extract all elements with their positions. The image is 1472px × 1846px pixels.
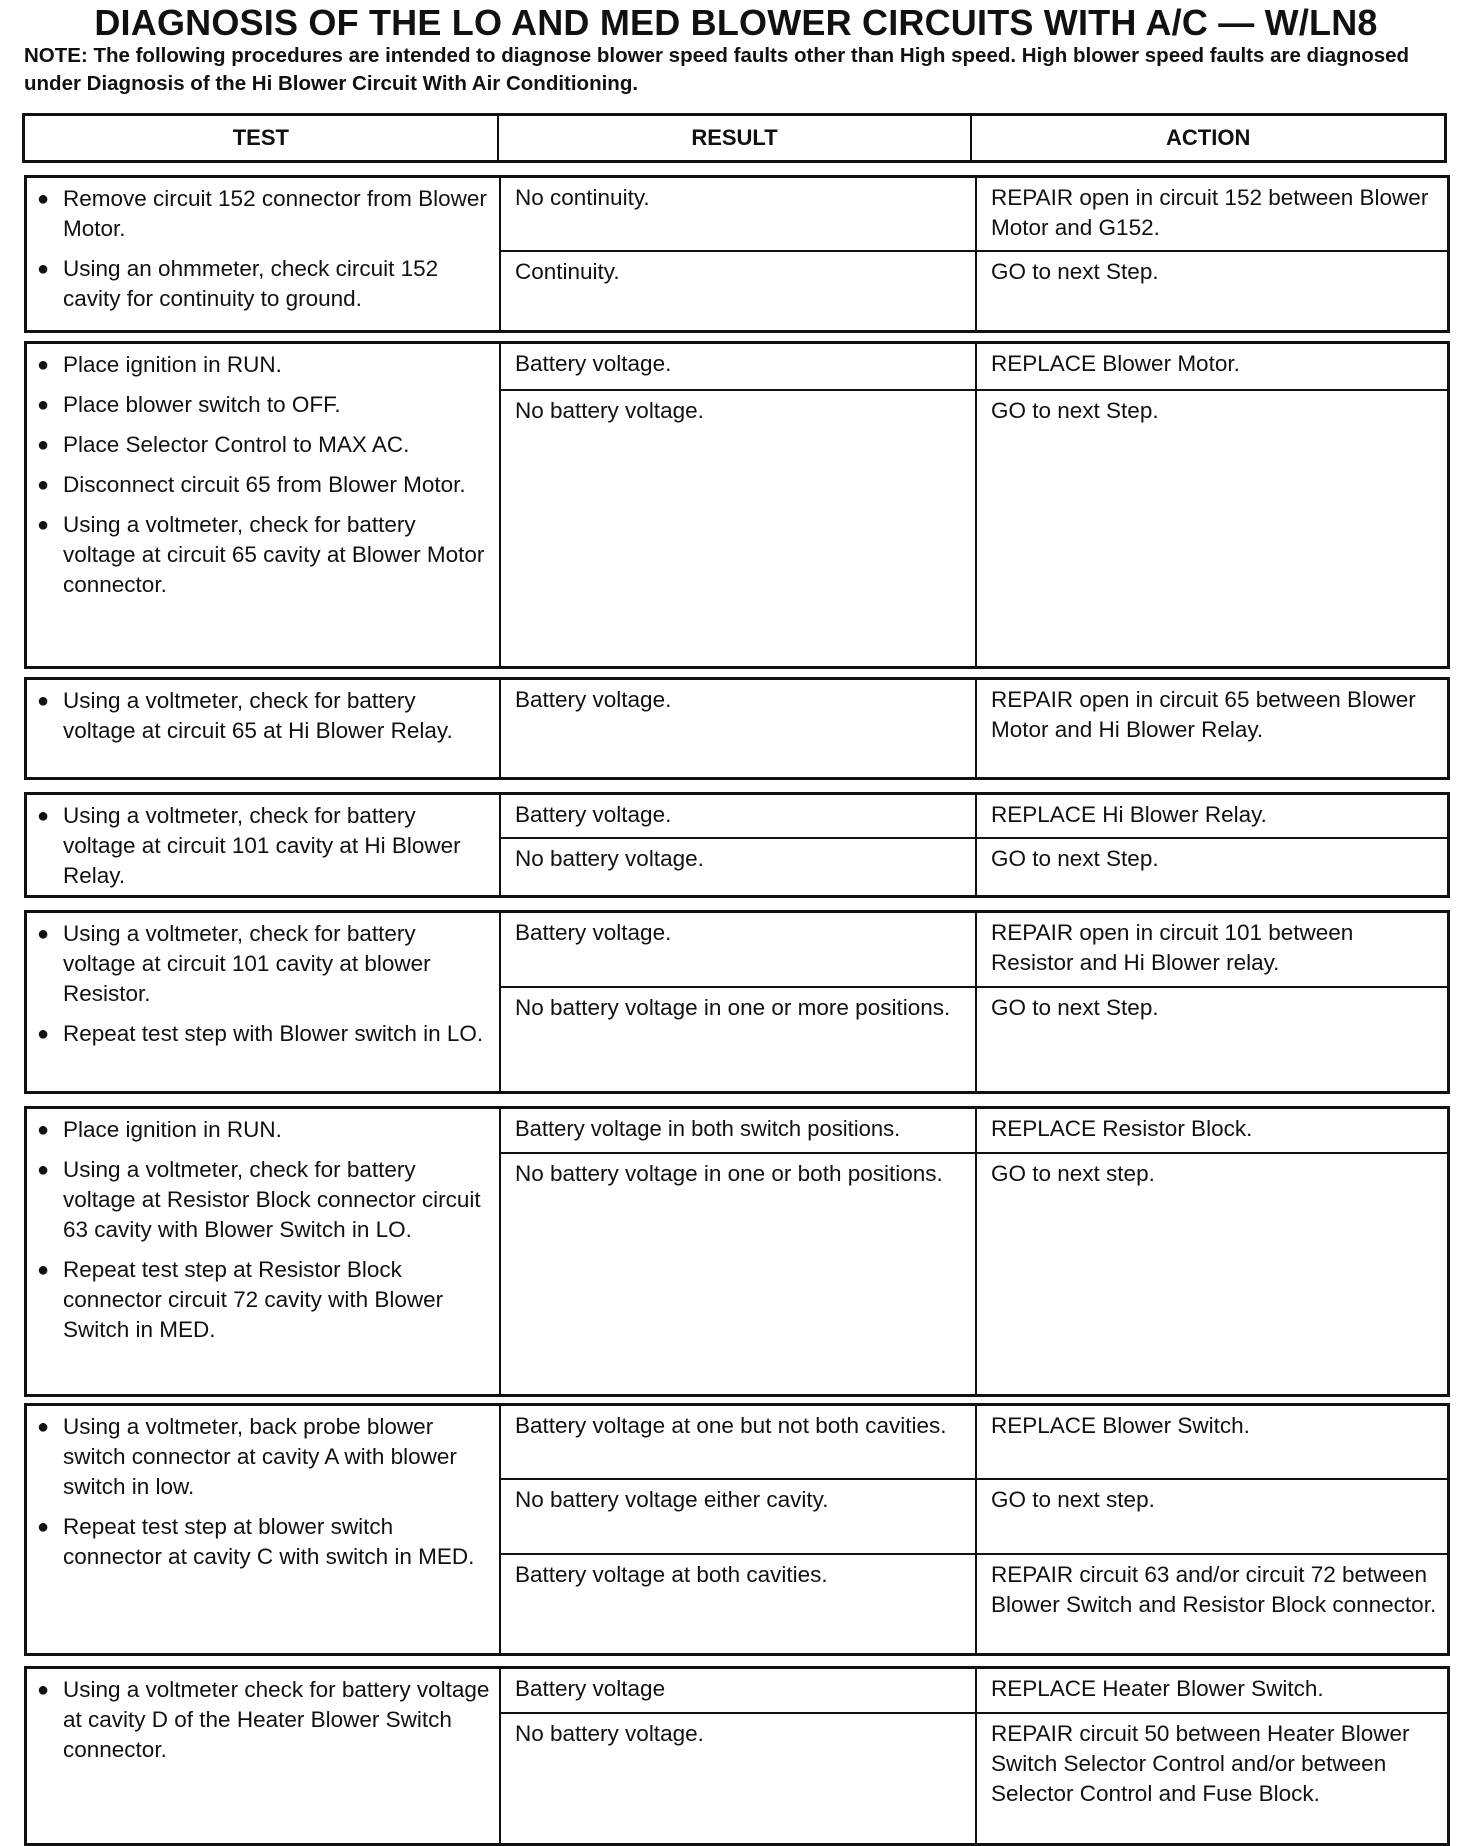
bullet-icon: ● [37, 923, 50, 945]
result-row [501, 344, 1447, 389]
bullet-icon: ● [37, 434, 50, 456]
result-action-column [499, 178, 1447, 330]
bullet-icon: ● [37, 690, 50, 712]
result-cell: Battery voltage in both switch positions. [501, 1109, 977, 1152]
test-item: ● Using a voltmeter, back probe blower switch connector at cavity A with blower switch in low. [37, 1412, 491, 1502]
result-row [501, 986, 1447, 1091]
result-row [501, 1669, 1447, 1712]
test-cell [27, 1109, 499, 1394]
test-cell [27, 680, 499, 777]
result-cell: No continuity. [501, 178, 977, 250]
action-cell: REPLACE Blower Motor. [991, 351, 1240, 376]
result-row [501, 1152, 1447, 1394]
action-cell: REPAIR open in circuit 101 between Resistor and Hi Blower relay. [991, 920, 1354, 975]
action-cell: GO to next Step. [991, 259, 1159, 284]
test-cell [27, 1406, 499, 1653]
result-action-column [499, 795, 1447, 895]
action-cell: REPLACE Blower Switch. [991, 1413, 1250, 1438]
action-cell: GO to next Step. [991, 846, 1159, 871]
step-block [24, 792, 1450, 898]
test-item: ● Place ignition in RUN. [37, 1115, 491, 1145]
test-item: ● Remove circuit 152 connector from Blower Motor. [37, 184, 491, 244]
action-cell: REPAIR circuit 63 and/or circuit 72 between Blower Switch and Resistor Block connector. [991, 1562, 1437, 1617]
result-row [501, 837, 1447, 895]
result-action-column [499, 1669, 1447, 1843]
test-item: ● Using a voltmeter, check for battery voltage at circuit 101 cavity at blower Resistor. [37, 919, 491, 1009]
test-item: ● Place blower switch to OFF. [37, 390, 491, 420]
page-title: DIAGNOSIS OF THE LO AND MED BLOWER CIRCUITS WITH A/C — W/LN8 [94, 2, 1378, 43]
test-item: ● Using a voltmeter check for battery voltage at cavity D of the Heater Blower Switch connector. [37, 1675, 491, 1765]
test-item: ● Using a voltmeter, check for battery voltage at Resistor Block connector circuit 63 cavity with Blower Switch in LO. [37, 1155, 491, 1245]
action-cell: GO to next Step. [991, 995, 1159, 1020]
test-cell [27, 178, 499, 330]
header-result: RESULT [497, 116, 971, 160]
test-item: ● Using a voltmeter, check for battery voltage at circuit 65 cavity at Blower Motor connector. [37, 510, 491, 600]
action-cell: REPLACE Resistor Block. [991, 1116, 1253, 1141]
bullet-icon: ● [37, 805, 50, 827]
result-cell: Battery voltage. [501, 344, 977, 389]
header-test: TEST [232, 125, 289, 150]
note-text: NOTE: The following procedures are intended to diagnose blower speed faults other than High speed. High blower speed faults are diagnosed under Diagnosis of the Hi Blower Circuit With Air Conditioning. [24, 44, 1410, 95]
result-cell: Battery voltage. [501, 795, 977, 837]
result-cell: No battery voltage. [501, 839, 977, 895]
bullet-icon: ● [37, 514, 50, 536]
bullet-icon: ● [37, 1516, 50, 1538]
step-block [24, 1106, 1450, 1397]
action-cell: GO to next Step. [991, 398, 1159, 423]
result-cell: No battery voltage either cavity. [501, 1480, 977, 1553]
bullet-icon: ● [37, 1259, 50, 1281]
result-row [501, 913, 1447, 986]
result-action-column [499, 913, 1447, 1091]
bullet-icon: ● [37, 474, 50, 496]
result-cell: Battery voltage at both cavities. [501, 1555, 977, 1653]
result-cell: No battery voltage. [501, 1714, 977, 1843]
test-item: ● Using a voltmeter, check for battery voltage at circuit 65 at Hi Blower Relay. [37, 686, 491, 746]
test-cell [27, 795, 499, 895]
result-cell: No battery voltage in one or more positions. [501, 988, 977, 1091]
test-item: ● Disconnect circuit 65 from Blower Motor. [37, 470, 491, 500]
bullet-icon: ● [37, 1159, 50, 1181]
result-cell: Battery voltage [501, 1669, 977, 1712]
bullet-icon: ● [37, 394, 50, 416]
table-header [22, 113, 1447, 163]
result-row [501, 1406, 1447, 1478]
step-block [24, 175, 1450, 333]
result-row [501, 250, 1447, 330]
result-action-column [499, 1109, 1447, 1394]
result-action-column [499, 1406, 1447, 1653]
result-row [501, 1553, 1447, 1653]
bullet-icon: ● [37, 188, 50, 210]
result-cell: Battery voltage at one but not both cavities. [501, 1406, 977, 1478]
action-cell: REPLACE Heater Blower Switch. [991, 1676, 1324, 1701]
test-item: ● Using an ohmmeter, check circuit 152 cavity for continuity to ground. [37, 254, 491, 314]
action-cell: REPAIR circuit 50 between Heater Blower Switch Selector Control and/or between Selector Control and Fuse Block. [991, 1721, 1410, 1806]
step-block [24, 910, 1450, 1094]
result-row [501, 1712, 1447, 1843]
result-cell: No battery voltage in one or both positions. [501, 1154, 977, 1394]
result-row [501, 680, 1447, 777]
result-action-column [499, 680, 1447, 777]
bullet-icon: ● [37, 1119, 50, 1141]
action-cell: GO to next step. [991, 1487, 1155, 1512]
test-item: ● Place ignition in RUN. [37, 350, 491, 380]
bullet-icon: ● [37, 1416, 50, 1438]
test-item: ● Using a voltmeter, check for battery voltage at circuit 101 cavity at Hi Blower Relay. [37, 801, 491, 891]
action-cell: REPAIR open in circuit 152 between Blower Motor and G152. [991, 185, 1429, 240]
result-row [501, 1109, 1447, 1152]
result-cell: Continuity. [501, 252, 977, 330]
test-cell [27, 913, 499, 1091]
action-cell: REPLACE Hi Blower Relay. [991, 802, 1267, 827]
test-item: ● Place Selector Control to MAX AC. [37, 430, 491, 460]
result-cell: Battery voltage. [501, 680, 977, 777]
bullet-icon: ● [37, 258, 50, 280]
test-item: ● Repeat test step with Blower switch in LO. [37, 1019, 491, 1049]
test-cell [27, 344, 499, 666]
test-item: ● Repeat test step at Resistor Block connector circuit 72 cavity with Blower Switch in MED. [37, 1255, 491, 1345]
test-cell [27, 1669, 499, 1843]
result-row [501, 178, 1447, 250]
bullet-icon: ● [37, 354, 50, 376]
result-row [501, 389, 1447, 666]
step-block [24, 1666, 1450, 1846]
step-block [24, 1403, 1450, 1656]
result-cell: No battery voltage. [501, 391, 977, 666]
header-action: ACTION [970, 116, 1444, 160]
test-item: ● Repeat test step at blower switch connector at cavity C with switch in MED. [37, 1512, 491, 1572]
bullet-icon: ● [37, 1023, 50, 1045]
bullet-icon: ● [37, 1679, 50, 1701]
result-row [501, 795, 1447, 837]
result-action-column [499, 344, 1447, 666]
result-cell: Battery voltage. [501, 913, 977, 986]
action-cell: GO to next step. [991, 1161, 1155, 1186]
step-block [24, 677, 1450, 780]
result-row [501, 1478, 1447, 1553]
step-block [24, 341, 1450, 669]
action-cell: REPAIR open in circuit 65 between Blower Motor and Hi Blower Relay. [991, 687, 1416, 742]
